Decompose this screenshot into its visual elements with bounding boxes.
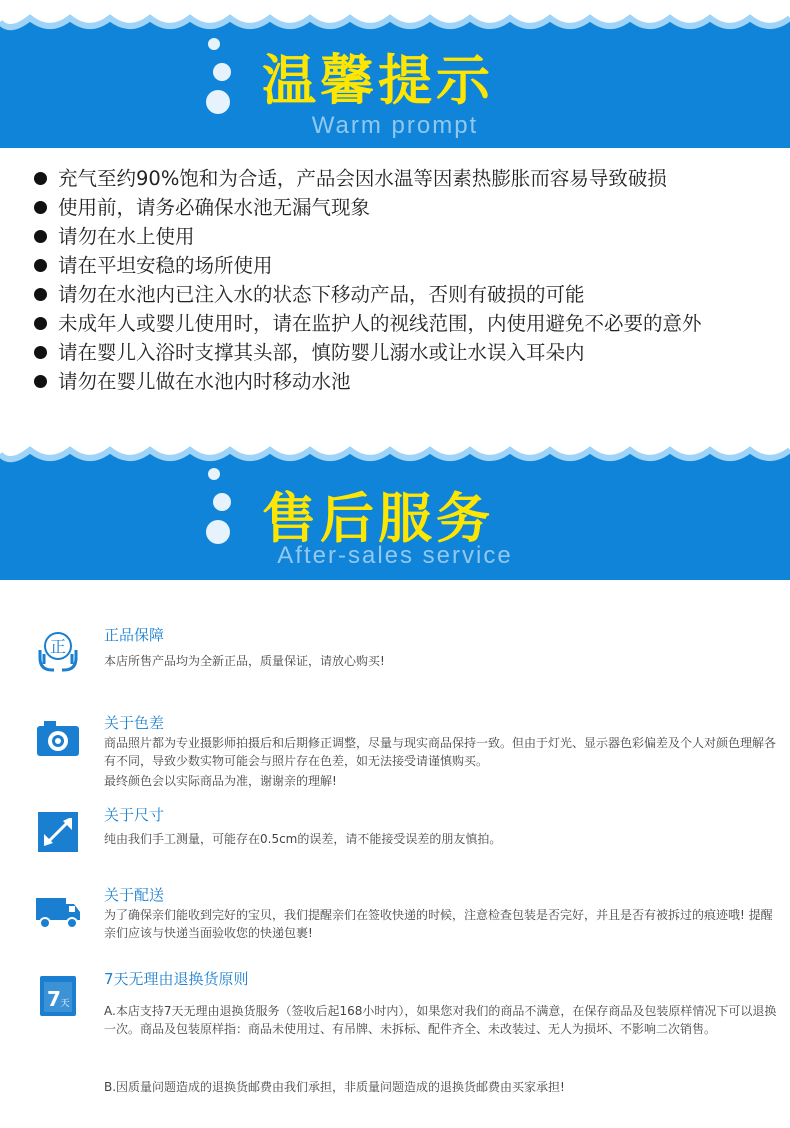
service-text-note: 最终颜色会以实际商品为准，谢谢亲的理解! bbox=[104, 774, 337, 788]
banner-title: 温馨提示 bbox=[262, 49, 494, 112]
bullet-icon bbox=[34, 346, 47, 359]
service-heading: 正品保障 bbox=[104, 626, 165, 644]
banner-subtitle: After-sales service bbox=[277, 542, 513, 569]
svg-text:天: 天 bbox=[60, 999, 70, 1009]
list-item: 未成年人或婴儿使用时，请在监护人的视线范围，内使用避免不必要的意外 bbox=[34, 309, 774, 338]
service-heading: 7天无理由退换货原则 bbox=[104, 970, 249, 988]
genuine-hands-icon bbox=[34, 628, 82, 676]
wave-decoration bbox=[0, 0, 790, 40]
tips-list bbox=[34, 164, 774, 396]
list-item: 充气至约90%饱和为合适，产品会因水温等因素热膨胀而容易导致破损 bbox=[34, 164, 774, 193]
list-item: 请在平坦安稳的场所使用 bbox=[34, 251, 774, 280]
truck-icon bbox=[34, 888, 82, 936]
service-text: A.本店支持7天无理由退换货服务（签收后起168小时内），如果您对我们的商品不满意，在保存商品及包装原样情况下可以退换一次。商品及包装原样指：商品未使用过、有吊牌、未拆标、配件齐全、未改装过、无人为损坏、不影响二次销售。 bbox=[104, 1004, 777, 1036]
banner-title: 售后服务 bbox=[262, 487, 494, 550]
service-text-note: B.因质量问题造成的退换货邮费由我们承担，非质量问题造成的退换货邮费由买家承担! bbox=[104, 1080, 565, 1094]
service-text: 为了确保亲们能收到完好的宝贝，我们提醒亲们在签收快递的时候，注意检查包装是否完好，并且是否有被拆过的痕迹哦! 提醒亲们应该与快递当面验收您的快递包裹! bbox=[104, 908, 773, 940]
service-text: 本店所售产品均为全新正品，质量保证，请放心购买! bbox=[104, 654, 385, 668]
list-item: 请勿在水池内已注入水的状态下移动产品，否则有破损的可能 bbox=[34, 280, 774, 309]
bullet-icon bbox=[34, 288, 47, 301]
bullet-icon bbox=[34, 201, 47, 214]
service-heading: 关于配送 bbox=[104, 886, 165, 904]
svg-text:7: 7 bbox=[47, 987, 61, 1011]
list-item: 请勿在水上使用 bbox=[34, 222, 774, 251]
list-item: 请在婴儿入浴时支撑其头部，慎防婴儿溺水或让水误入耳朵内 bbox=[34, 338, 774, 367]
bullet-icon bbox=[34, 317, 47, 330]
bullet-icon bbox=[34, 375, 47, 388]
warm-prompt-banner bbox=[0, 0, 790, 148]
wave-decoration bbox=[0, 432, 790, 472]
service-heading: 关于尺寸 bbox=[104, 806, 165, 824]
camera-icon bbox=[34, 716, 82, 764]
calendar-7-days-icon bbox=[34, 972, 82, 1020]
list-item: 请勿在婴儿做在水池内时移动水池 bbox=[34, 367, 774, 396]
service-text: 纯由我们手工测量，可能存在0.5cm的误差，请不能接受误差的朋友慎拍。 bbox=[104, 832, 502, 846]
resize-arrow-icon bbox=[34, 808, 82, 856]
bullet-icon bbox=[34, 172, 47, 185]
list-item: 使用前，请务必确保水池无漏气现象 bbox=[34, 193, 774, 222]
bullet-icon bbox=[34, 230, 47, 243]
svg-text:正: 正 bbox=[49, 637, 67, 656]
bullet-icon bbox=[34, 259, 47, 272]
service-heading: 关于色差 bbox=[104, 714, 165, 732]
after-sales-banner bbox=[0, 432, 790, 580]
banner-subtitle: Warm prompt bbox=[311, 112, 479, 139]
service-text: 商品照片都为专业摄影师拍摄后和后期修正调整，尽量与现实商品保持一致。但由于灯光、显示器色彩偏差及个人对颜色理解各有不同，导致少数实物可能会与照片存在色差，如无法接受请谨慎购买。 bbox=[104, 736, 777, 768]
